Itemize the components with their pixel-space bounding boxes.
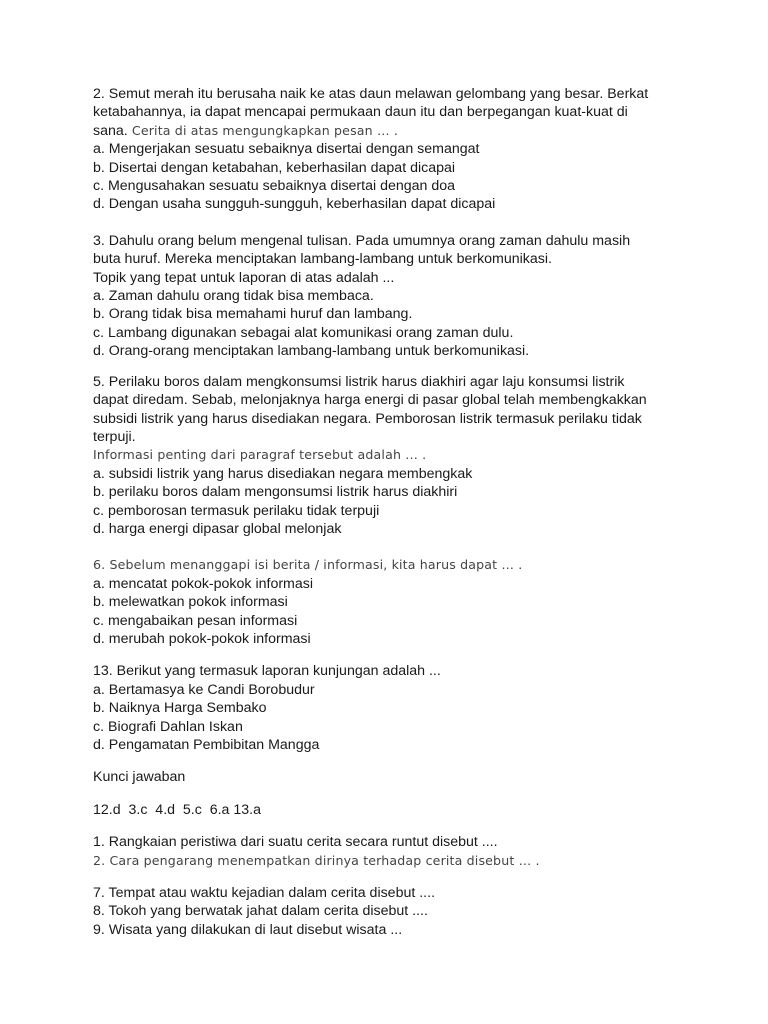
question-text: 2. Semut merah itu berusaha naik ke atas daun melawan gelombang yang besar. Berkat	[93, 86, 649, 102]
question-text: 5. Perilaku boros dalam mengkonsumsi listrik harus diakhiri agar laju konsumsi listrik	[93, 373, 625, 390]
question-3	[93, 232, 693, 361]
answer-option: a. subsidi listrik yang harus disediakan negara membengkak	[93, 465, 473, 482]
answer-key-title: Kunci jawaban	[93, 769, 186, 786]
answer-option: c. Lambang digunakan sebagai alat komunikasi orang zaman dulu.	[93, 324, 514, 341]
question-5	[93, 373, 693, 539]
question-text: dapat diredam. Sebab, melonjaknya harga energi di pasar global telah membengkakkan	[93, 392, 647, 409]
answer-key-values: 12.d 3.c 4.d 5.c 6.a 13.a	[93, 801, 261, 818]
question-prompt: Cerita di atas mengungkapkan pesan … .	[127, 122, 398, 138]
question-text: terpuji.	[93, 428, 136, 445]
answer-option: d. merubah pokok-pokok informasi	[93, 630, 311, 647]
question-prompt: 6. Sebelum menanggapi isi berita / informasi, kita harus dapat … .	[93, 557, 523, 573]
answer-option: a. mencatat pokok-pokok informasi	[93, 575, 314, 592]
question-prompt: 13. Berikut yang termasuk laporan kunjungan adalah ...	[93, 663, 441, 680]
fill-in-question: 2. Cara pengarang menempatkan dirinya terhadap cerita disebut … .	[93, 852, 540, 868]
question-text	[93, 122, 693, 140]
answer-option: d. Dengan usaha sungguh-sungguh, keberhasilan dapat dicapai	[93, 196, 496, 213]
question-text: subsidi listrik yang harus disediakan negara. Pemborosan listrik termasuk perilaku tidak	[93, 410, 642, 427]
answer-option: b. Disertai dengan ketabahan, keberhasilan dapat dicapai	[93, 159, 456, 176]
fill-in-question: 8. Tokoh yang berwatak jahat dalam cerita disebut ....	[93, 903, 428, 920]
question-prompt: Topik yang tepat untuk laporan di atas adalah ...	[93, 269, 395, 286]
fill-in-question: 7. Tempat atau waktu kejadian dalam cerita disebut ....	[93, 885, 436, 902]
fill-in-question: 1. Rangkaian peristiwa dari suatu cerita secara runtut disebut ....	[93, 834, 498, 851]
document-page	[93, 85, 693, 939]
answer-option: a. Zaman dahulu orang tidak bisa membaca.	[93, 288, 374, 305]
question-6	[93, 556, 693, 648]
question-2	[93, 85, 693, 214]
answer-option: d. Pengamatan Pembibitan Mangga	[93, 737, 320, 753]
question-text: buta huruf. Mereka menciptakan lambang-lambang untuk berkomunikasi.	[93, 251, 552, 268]
answer-option: c. Biografi Dahlan Iskan	[93, 718, 243, 735]
answer-option: a. Bertamasya ke Candi Borobudur	[93, 681, 315, 698]
answer-option: b. Orang tidak bisa memahami huruf dan lambang.	[93, 306, 413, 323]
question-text: ketabahannya, ia dapat mencapai permukaan daun itu dan berpegangan kuat-kuat di	[93, 104, 628, 121]
question-13	[93, 662, 693, 754]
answer-option: a. Mengerjakan sesuatu sebaiknya disertai dengan semangat	[93, 141, 480, 158]
answer-option: b. Naiknya Harga Sembako	[93, 700, 267, 717]
fill-in-question: 9. Wisata yang dilakukan di laut disebut wisata ...	[93, 921, 403, 938]
answer-option: b. perilaku boros dalam mengonsumsi listrik harus diakhiri	[93, 484, 458, 501]
answer-option: c. mengabaikan pesan informasi	[93, 612, 298, 629]
answer-option: d. Orang-orang menciptakan lambang-lambang untuk berkomunikasi.	[93, 343, 530, 360]
question-text-end: sana.	[93, 122, 128, 139]
answer-option: d. harga energi dipasar global melonjak	[93, 520, 342, 537]
question-text: 3. Dahulu orang belum mengenal tulisan. Pada umumnya orang zaman dahulu masih	[93, 232, 631, 249]
answer-option: c. pemborosan termasuk perilaku tidak terpuji	[93, 502, 380, 519]
answer-option: b. melewatkan pokok informasi	[93, 594, 288, 611]
answer-option: c. Mengusahakan sesuatu sebaiknya disertai dengan doa	[93, 178, 456, 195]
question-prompt: Informasi penting dari paragraf tersebut adalah … .	[93, 447, 427, 463]
answer-key	[93, 768, 693, 819]
fill-in-questions	[93, 833, 693, 939]
